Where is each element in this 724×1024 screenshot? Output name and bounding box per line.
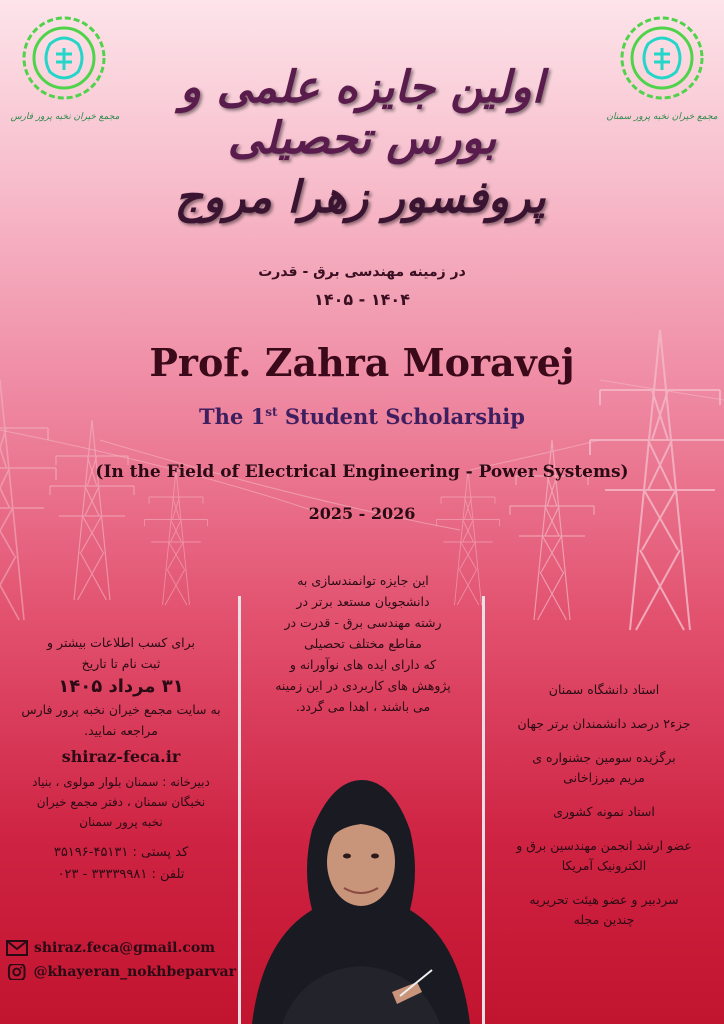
charity-logo-right [618, 14, 706, 102]
field-persian: در زمینه مهندسی برق - قدرت [258, 264, 466, 280]
website-link[interactable]: shiraz-feca.ir [61, 747, 181, 766]
registration-info: برای کسب اطلاعات بیشتر و ثبت نام تا تاریخ ۳۱ مرداد ۱۴۰۵ به سایت مجمع خیران نخبه پرور فارس مراجعه نمایید. shiraz-feca.ir دبیرخانه : سمنان بلوار مولوی ، بنیاد نخبگان سمنان ، دفتر مجمع خیران نخبه پرور سمنان کد پستی : ۴۵۱۳۱-۳۵۱۹۶ تلفن : ۳۳۳۳۹۹۸۱ - ۰۲۳ [10, 632, 232, 886]
award-description: این جایزه توانمندسازی به دانشجویان مستعد برتر در رشته مهندسی برق - قدرت در مقاطع مختلف تحصیلی که دارای ایده های نوآورانه و پژوهش های کاربردی در این زمینه می باشند ، اهدا می گردد. [275, 573, 451, 714]
field-english: (In the Field of Electrical Engineering - Power Systems) [95, 462, 629, 482]
address: دبیرخانه : سمنان بلوار مولوی ، بنیاد نخبگان سمنان ، دفتر مجمع خیران نخبه پرور سمنان [32, 775, 210, 829]
credential-item: عضو ارشد انجمن مهندسین برق و الکترونیک آمریکا [516, 838, 692, 873]
credential-item: استاد دانشگاه سمنان [548, 682, 660, 697]
credential-item: استاد نمونه کشوری [553, 804, 655, 819]
phone-number: تلفن : ۳۳۳۳۹۹۸۱ - ۰۲۳ [57, 867, 185, 882]
divider-right [482, 596, 485, 1024]
scholarship-title-english: The 1st Student Scholarship [199, 404, 525, 429]
credential-item: برگزیده سومین جشنواره ی مریم میرزاخانی [532, 750, 676, 785]
professor-credentials [492, 680, 716, 944]
professor-name-english: Prof. Zahra Moravej [149, 340, 575, 385]
years-persian: ۱۴۰۴ - ۱۴۰۵ [314, 290, 410, 309]
professor-portrait [242, 770, 480, 1024]
registration-deadline: ۳۱ مرداد ۱۴۰۵ [58, 676, 184, 697]
years-english: 2025 - 2026 [308, 504, 416, 523]
title-persian: اولین جایزه علمی و بورس تحصیلی [180, 62, 544, 164]
charity-logo-right-caption: مجمع خیران نخبه پرور سمنان [606, 112, 718, 122]
credential-item: جزء۲ درصد دانشمندان برتر جهان [517, 716, 691, 731]
instagram-icon [6, 964, 27, 980]
professor-name-persian: پروفسور زهرا مروج [174, 172, 546, 223]
divider-left [238, 596, 241, 1024]
instagram-handle[interactable]: @khayeran_nokhbeparvar [33, 964, 236, 980]
credential-item: سردبیر و عضو هیئت تحریریه چندین مجله [529, 892, 679, 927]
charity-logo-left [20, 14, 108, 102]
contact-info [6, 936, 236, 984]
email-address[interactable]: shiraz.feca@gmail.com [34, 940, 216, 956]
charity-logo-left-caption: مجمع خیران نخبه پرور فارس [10, 112, 120, 122]
email-icon [6, 940, 28, 956]
postal-code: کد پستی : ۴۵۱۳۱-۳۵۱۹۶ [53, 845, 189, 860]
